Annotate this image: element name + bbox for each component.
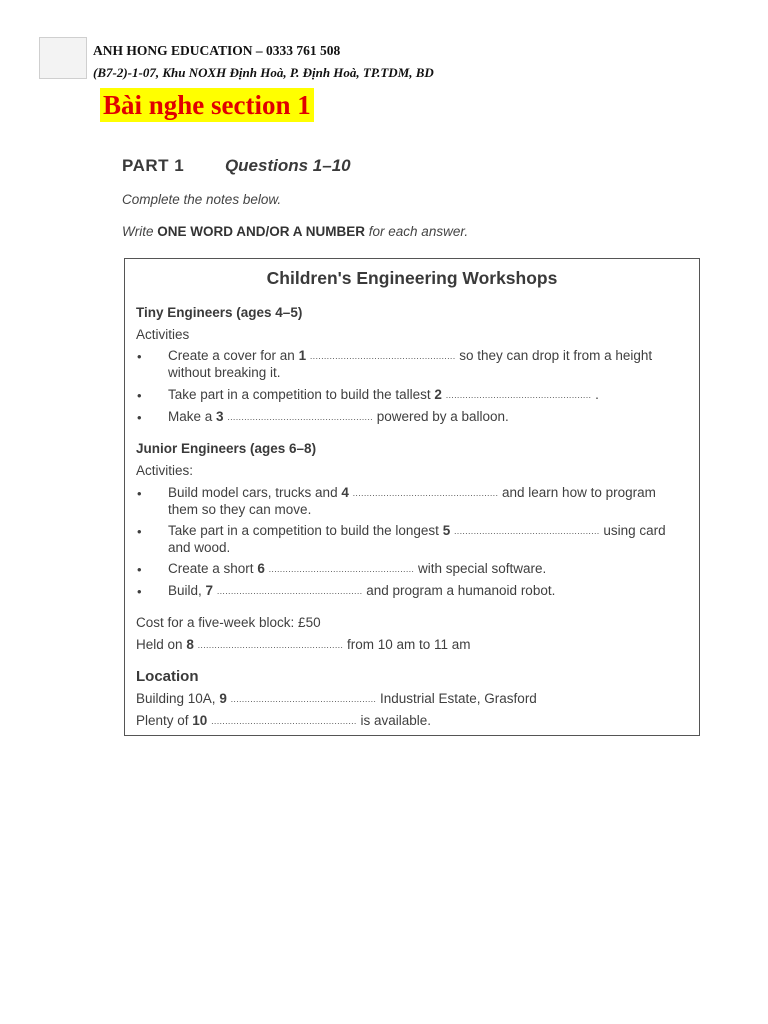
question-9-line: Building 10A, 9 .................................................... Industrial Estate, Grasford — [136, 691, 537, 706]
question-3-line: Make a 3 .................................................... powered by a balloon. — [168, 409, 509, 424]
answer-blank-3[interactable]: .................................................... — [227, 412, 373, 422]
logo-placeholder — [39, 37, 87, 79]
cost-line: Cost for a five-week block: £50 — [136, 615, 321, 630]
question-number-7: 7 — [205, 583, 214, 598]
question-5-continued: and wood. — [168, 540, 231, 555]
question-1-continued: without breaking it. — [168, 365, 281, 380]
question-number-4: 4 — [341, 485, 349, 500]
org-address: (B7-2)-1-07, Khu NOXH Định Hoà, P. Định Hoà, TP.TDM, BD — [93, 65, 434, 80]
question-number-5: 5 — [442, 523, 451, 538]
tiny-engineers-heading: Tiny Engineers (ages 4–5) — [136, 305, 303, 320]
bullet: • — [137, 388, 142, 403]
question-4-continued: them so they can move. — [168, 502, 312, 517]
answer-blank-1[interactable]: .................................................... — [309, 351, 456, 361]
bullet: • — [137, 486, 142, 501]
answer-blank-10[interactable]: .................................................... — [211, 716, 357, 726]
question-number-6: 6 — [257, 561, 265, 576]
bullet: • — [137, 562, 142, 577]
question-number-1: 1 — [298, 348, 307, 363]
notes-title: Children's Engineering Workshops — [266, 268, 558, 288]
answer-blank-4[interactable]: .................................................... — [352, 488, 499, 498]
answer-blank-6[interactable]: .................................................... — [268, 564, 415, 574]
junior-activities-label: Activities: — [136, 463, 194, 478]
part-heading — [122, 156, 351, 176]
org-name: ANH HONG EDUCATION – 0333 761 508 — [93, 43, 341, 58]
question-number-3: 3 — [216, 409, 224, 424]
question-number-10: 10 — [192, 713, 208, 728]
question-1-line: Create a cover for an 1 .................................................... so they can drop it from a height — [168, 348, 653, 363]
instruction-word-limit: Write ONE WORD AND/OR A NUMBER for each answer. — [122, 224, 469, 239]
bullet: • — [137, 524, 142, 539]
answer-blank-7[interactable]: .................................................... — [216, 586, 363, 596]
bullet: • — [137, 410, 142, 425]
bullet: • — [137, 349, 142, 364]
location-heading: Location — [136, 668, 199, 685]
part-label: PART 1 — [122, 156, 185, 175]
question-6-line: Create a short 6 .................................................... with special software. — [168, 561, 547, 576]
question-8-line: Held on 8 .................................................... from 10 am to 11 am — [136, 637, 471, 652]
question-number-9: 9 — [219, 691, 227, 706]
answer-blank-2[interactable]: .................................................... — [445, 390, 592, 400]
bullet: • — [137, 584, 142, 599]
question-10-line: Plenty of 10 .................................................... is available. — [136, 713, 432, 728]
answer-blank-5[interactable]: .................................................... — [453, 526, 600, 536]
tiny-activities-label: Activities — [136, 327, 190, 342]
word-limit-emphasis: ONE WORD AND/OR A NUMBER — [157, 224, 366, 239]
answer-blank-9[interactable]: .................................................... — [230, 694, 377, 704]
question-number-2: 2 — [434, 387, 442, 402]
question-4-line: Build model cars, trucks and 4 .................................................... and learn how to program — [168, 485, 656, 500]
question-number-8: 8 — [186, 637, 194, 652]
questions-label: Questions 1–10 — [224, 156, 351, 175]
section-title: Bài nghe section 1 — [100, 88, 314, 122]
instruction-complete-notes: Complete the notes below. — [122, 192, 282, 207]
question-5-line: Take part in a competition to build the longest 5 .................................................... using card — [168, 523, 666, 538]
junior-engineers-heading: Junior Engineers (ages 6–8) — [136, 441, 317, 456]
answer-blank-8[interactable]: .................................................... — [197, 640, 344, 650]
notes-box — [124, 258, 700, 736]
question-7-line: Build, 7 .................................................... and program a humanoid robot. — [168, 583, 556, 598]
question-2-line: Take part in a competition to build the tallest 2 .................................................... . — [168, 387, 599, 402]
